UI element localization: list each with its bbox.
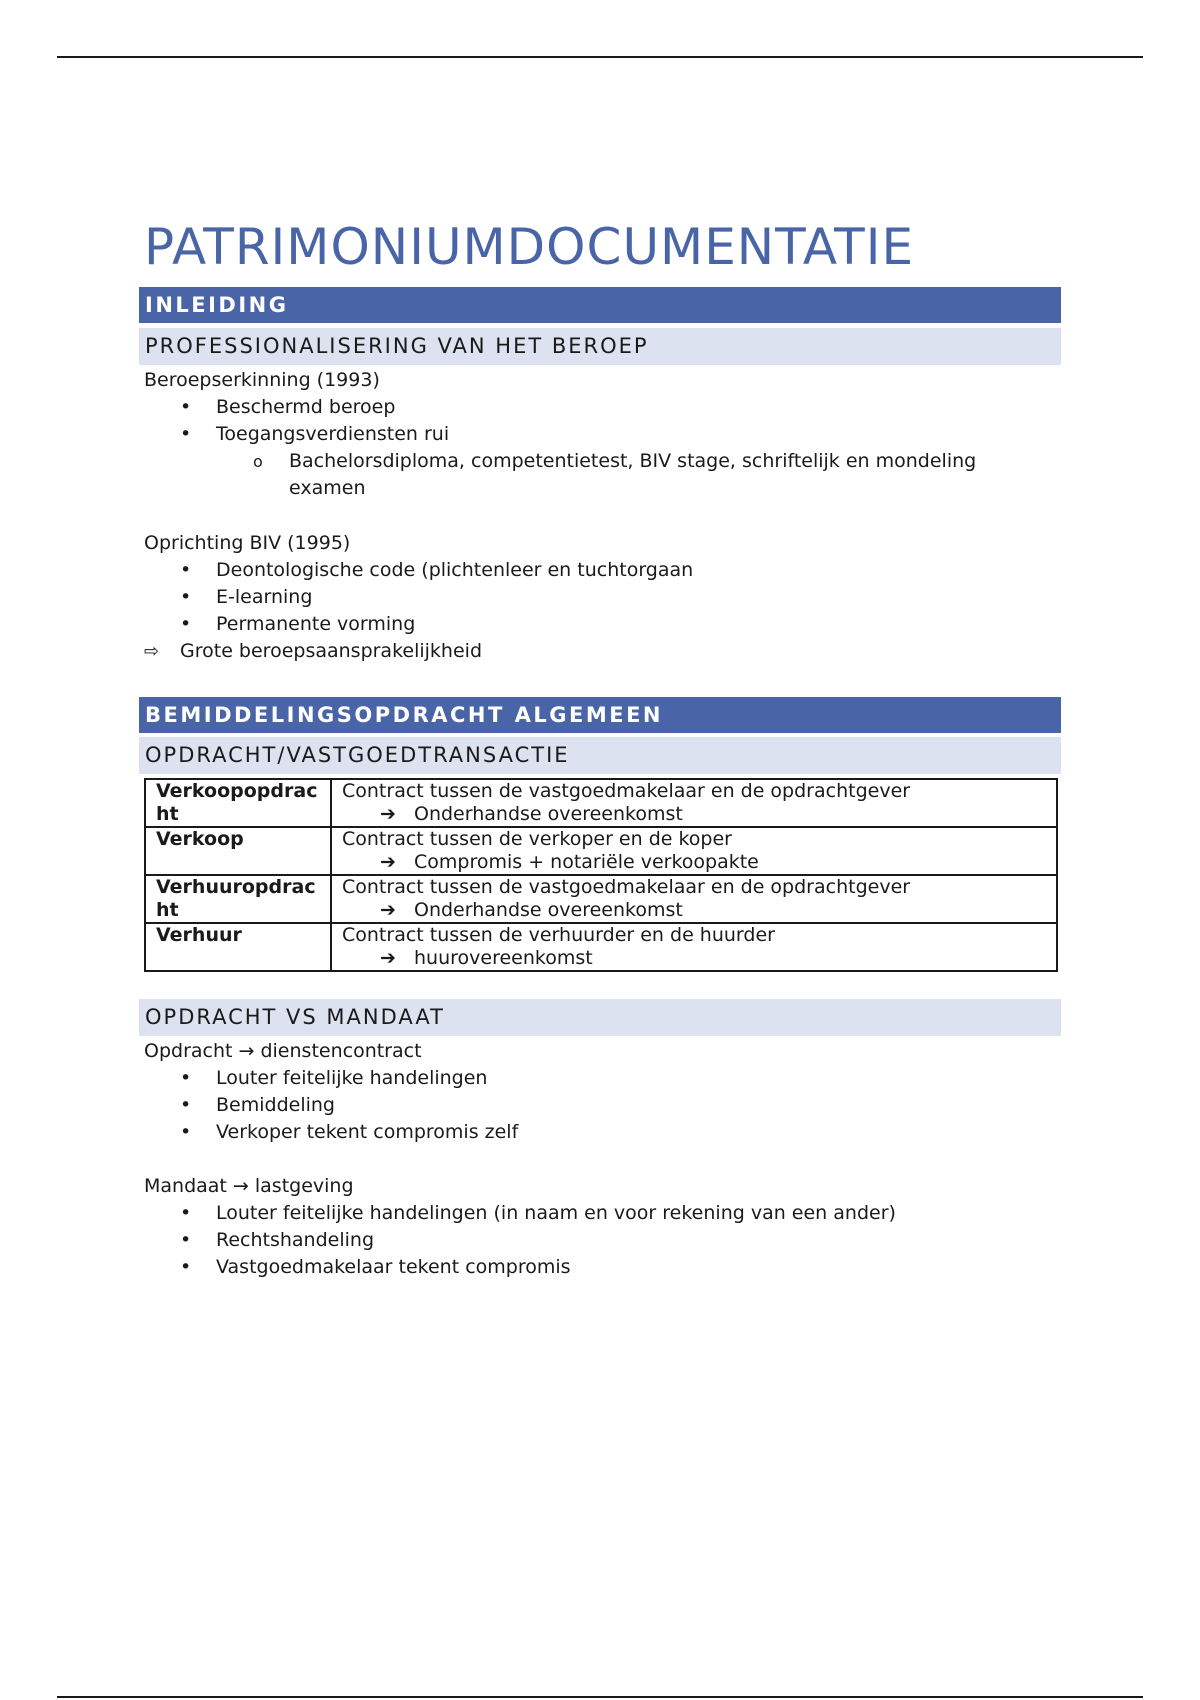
table-term: Verhuuropdracht: [145, 875, 331, 923]
list-item: Louter feitelijke handelingen: [216, 1067, 488, 1089]
heading-opdracht-vs-mandaat: OPDRACHT VS MANDAAT: [139, 999, 1061, 1036]
sub-list-item: Bachelorsdiploma, competentietest, BIV stage, schriftelijk en mondeling examen: [289, 450, 977, 499]
list-item: Bemiddeling: [216, 1094, 335, 1116]
table-term: Verkoopopdracht: [145, 779, 331, 827]
list-item: Permanente vorming: [216, 613, 416, 635]
bullet-icon: •: [180, 559, 192, 581]
table-desc: [331, 779, 1057, 827]
list-item: Deontologische code (plichtenleer en tuchtorgaan: [216, 559, 694, 581]
bullet-icon: •: [180, 1121, 192, 1143]
table-desc-text: Contract tussen de vastgoedmakelaar en de opdrachtgever: [342, 780, 911, 802]
heading-inleiding: INLEIDING: [139, 287, 1061, 323]
table-result: [342, 851, 1046, 874]
list-item: Louter feitelijke handelingen (in naam en voor rekening van een ander): [216, 1202, 896, 1224]
table-result-text: Onderhandse overeenkomst: [414, 803, 683, 825]
table-row: [145, 827, 1057, 875]
bullet-icon: •: [180, 1256, 192, 1278]
bullet-icon: •: [180, 396, 192, 418]
table-result-text: Onderhandse overeenkomst: [414, 899, 683, 921]
heading-professionalisering: PROFESSIONALISERING VAN HET BEROEP: [139, 328, 1061, 365]
sub-bullet-icon: o: [253, 452, 263, 471]
table-desc: [331, 827, 1057, 875]
bullet-icon: •: [180, 1229, 192, 1251]
bullet-icon: •: [180, 1094, 192, 1116]
bullet-icon: •: [180, 613, 192, 635]
table-desc-text: Contract tussen de verhuurder en de huurder: [342, 924, 775, 946]
list-item: Vastgoedmakelaar tekent compromis: [216, 1256, 571, 1278]
arrow-right-icon: ➔: [380, 947, 396, 969]
list-item: E-learning: [216, 586, 313, 608]
oprichting-heading: Oprichting BIV (1995): [144, 532, 351, 554]
table-desc: [331, 875, 1057, 923]
table-result: [342, 947, 1046, 970]
arrow-right-icon: ➔: [380, 899, 396, 921]
conclusion-text: Grote beroepsaansprakelijkheid: [180, 640, 483, 662]
list-item: Toegangsverdiensten rui: [216, 423, 450, 445]
table-desc-text: Contract tussen de verkoper en de koper: [342, 828, 732, 850]
bullet-icon: •: [180, 1067, 192, 1089]
arrow-right-icon: ➔: [380, 851, 396, 873]
list-item: Beschermd beroep: [216, 396, 396, 418]
table-term: Verhuur: [145, 923, 331, 971]
table-row: [145, 923, 1057, 971]
bullet-icon: •: [180, 586, 192, 608]
transaction-table: [144, 778, 1058, 972]
table-result: [342, 803, 1046, 826]
table-result: [342, 899, 1046, 922]
table-row: [145, 779, 1057, 827]
table-result-text: huurovereenkomst: [414, 947, 593, 969]
document-title: PATRIMONIUMDOCUMENTATIE: [144, 218, 915, 276]
heading-opdracht-vastgoed: OPDRACHT/VASTGOEDTRANSACTIE: [139, 737, 1061, 774]
beroepserkenning-heading: Beroepserkinning (1993): [144, 369, 380, 391]
arrow-right-icon: ➔: [380, 803, 396, 825]
bullet-icon: •: [180, 423, 192, 445]
header-rule: [57, 56, 1143, 58]
table-desc: [331, 923, 1057, 971]
footer-rule: [57, 1696, 1143, 1698]
bullet-icon: •: [180, 1202, 192, 1224]
table-row: [145, 875, 1057, 923]
list-item: Verkoper tekent compromis zelf: [216, 1121, 519, 1143]
mandaat-heading: Mandaat → lastgeving: [144, 1175, 354, 1197]
opdracht-heading: Opdracht → dienstencontract: [144, 1040, 422, 1062]
table-term: Verkoop: [145, 827, 331, 875]
heading-bemiddeling: BEMIDDELINGSOPDRACHT ALGEMEEN: [139, 697, 1061, 733]
table-desc-text: Contract tussen de vastgoedmakelaar en de opdrachtgever: [342, 876, 911, 898]
table-result-text: Compromis + notariële verkoopakte: [414, 851, 759, 873]
list-item: Rechtshandeling: [216, 1229, 375, 1251]
outline-arrow-icon: ⇨: [144, 641, 160, 662]
